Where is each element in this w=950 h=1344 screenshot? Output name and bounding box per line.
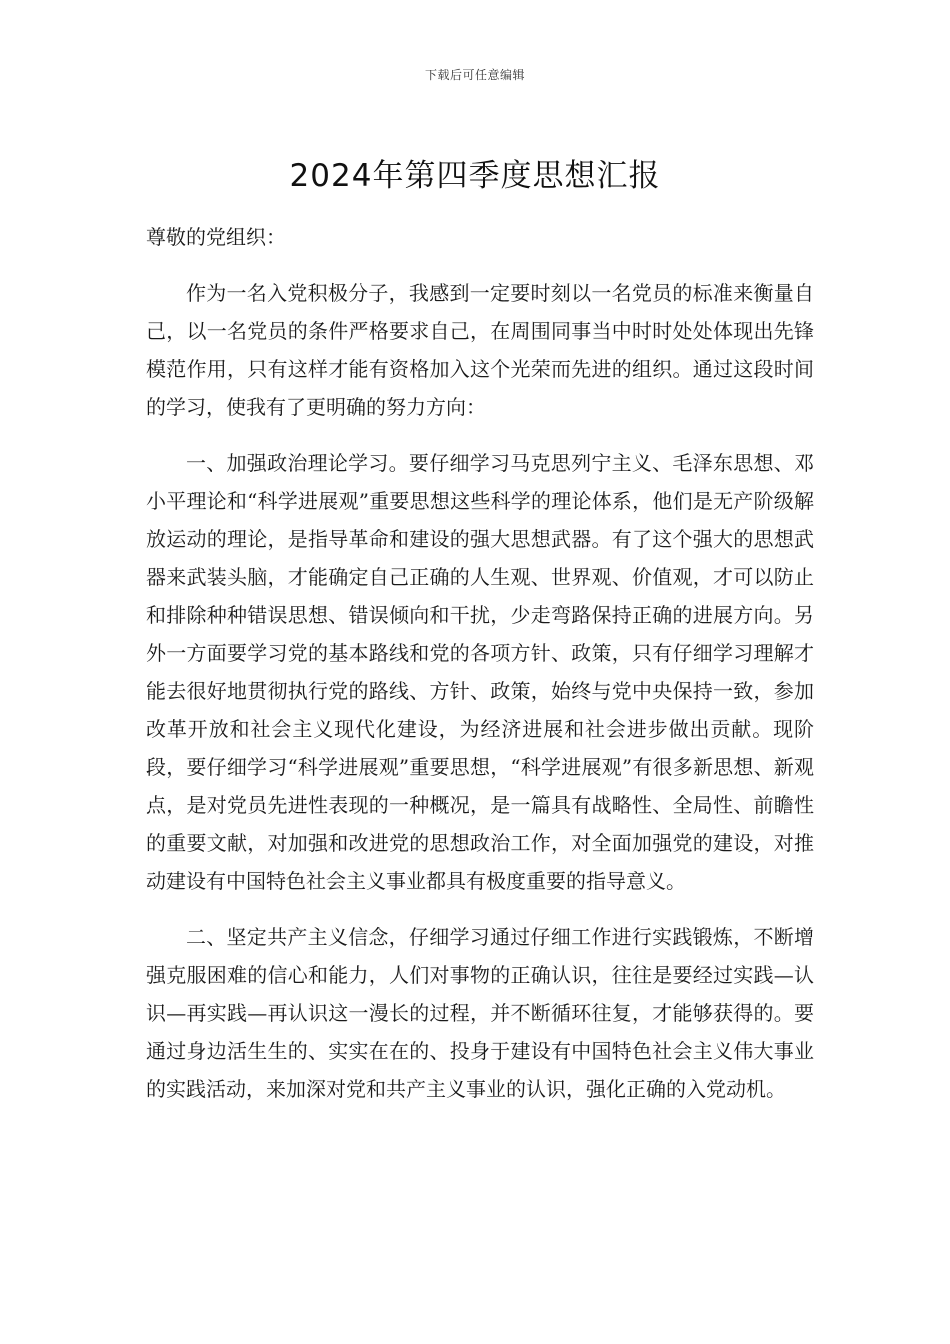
document-title: 2024年第四季度思想汇报 bbox=[289, 158, 661, 194]
document-body bbox=[146, 218, 814, 1126]
salutation: 尊敬的党组织： bbox=[146, 225, 286, 249]
header-note: 下载后可任意编辑 bbox=[424, 68, 525, 82]
paragraph-intro: 作为一名入党积极分子，我感到一定要时刻以一名党员的标准来衡量自己，以一名党员的条件严格要求自己，在周围同事当中时时处处体现出先锋模范作用，只有这样才能有资格加入这个光荣而先进的组织。通过这段时间的学习，使我有了更明确的努力方向： bbox=[146, 281, 814, 419]
paragraph-faith-practice: 二、坚定共产主义信念，仔细学习通过仔细工作进行实践锻炼，不断增强克服困难的信心和能力，人们对事物的正确认识，往往是要经过实践—认识—再实践—再认识这一漫长的过程，并不断循环往复，才能够获得的。要通过身边活生生的、实实在在的、投身于建设有中国特色社会主义伟大事业的实践活动，来加深对党和共产主义事业的认识，强化正确的入党动机。 bbox=[146, 925, 814, 1101]
paragraph-theory-study: 一、加强政治理论学习。要仔细学习马克思列宁主义、毛泽东思想、邓小平理论和“科学进展观”重要思想这些科学的理论体系，他们是无产阶级解放运动的理论，是指导革命和建设的强大思想武器。有了这个强大的思想武器来武装头脑，才能确定自己正确的人生观、世界观、价值观，才可以防止和排除种种错误思想、错误倾向和干扰，少走弯路保持正确的进展方向。另外一方面要学习党的基本路线和党的各项方针、政策，只有仔细学习理解才能去很好地贯彻执行党的路线、方针、政策，始终与党中央保持一致，参加改革开放和社会主义现代化建设，为经济进展和社会进步做出贡献。现阶段，要仔细学习“科学进展观”重要思想，“科学进展观”有很多新思想、新观点，是对党员先进性表现的一种概况，是一篇具有战略性、全局性、前瞻性的重要文献，对加强和改进党的思想政治工作，对全面加强党的建设，对推动建设有中国特色社会主义事业都具有极度重要的指导意义。 bbox=[146, 451, 814, 893]
